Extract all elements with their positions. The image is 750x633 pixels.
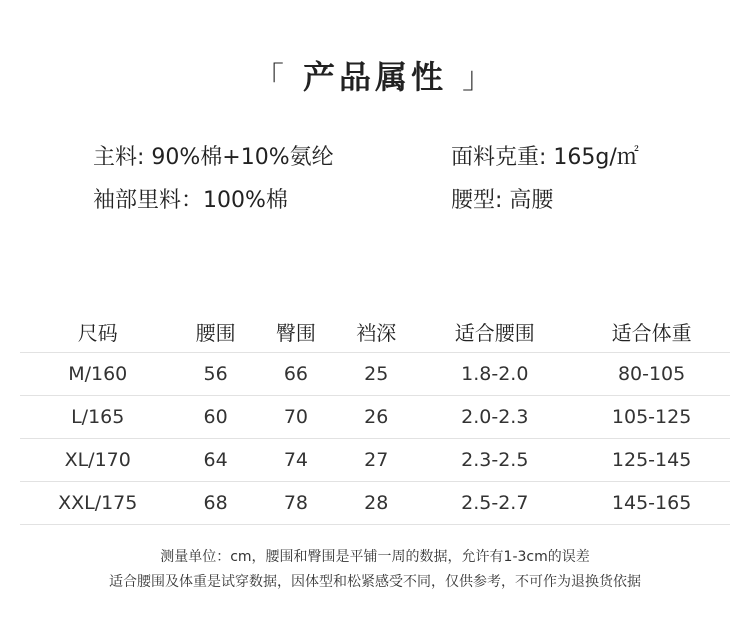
measurement-note: 测量单位：cm，腰围和臀围是平铺一周的数据，允许有1-3cm的误差 bbox=[160, 549, 590, 565]
header-waist: 腰围 bbox=[195, 320, 236, 345]
title-open-bracket: 「 bbox=[253, 61, 288, 96]
cell-fit-weight: 145-165 bbox=[573, 482, 730, 525]
header-fit-weight: 适合体重 bbox=[611, 320, 692, 345]
attr-main-fabric: 主料: 90%棉+10%氨纶 bbox=[93, 145, 334, 170]
cell-waist: 64 bbox=[175, 439, 255, 482]
attr-fabric-weight: 面料克重: 165g/㎡ bbox=[451, 145, 639, 170]
cell-rise: 27 bbox=[336, 439, 416, 482]
cell-waist: 60 bbox=[175, 396, 255, 439]
cell-fit-weight: 80-105 bbox=[573, 353, 730, 396]
cell-waist: 68 bbox=[175, 482, 255, 525]
header-hip: 臀围 bbox=[275, 320, 316, 345]
cell-fit-weight: 125-145 bbox=[573, 439, 730, 482]
title-close-bracket: 」 bbox=[462, 61, 497, 96]
title-text: 产品属性 bbox=[302, 58, 447, 96]
header-size: 尺码 bbox=[77, 320, 118, 345]
cell-hip: 78 bbox=[256, 482, 336, 525]
cell-rise: 28 bbox=[336, 482, 416, 525]
page-title bbox=[0, 52, 750, 98]
header-rise: 裆深 bbox=[356, 320, 397, 345]
cell-waist: 56 bbox=[175, 353, 255, 396]
table-row bbox=[20, 353, 730, 396]
table-row bbox=[20, 439, 730, 482]
cell-fit-waist: 1.8-2.0 bbox=[416, 353, 573, 396]
cell-rise: 26 bbox=[336, 396, 416, 439]
attr-sleeve-lining: 袖部里料：100%棉 bbox=[93, 188, 288, 213]
cell-hip: 70 bbox=[256, 396, 336, 439]
size-table bbox=[20, 310, 730, 525]
cell-rise: 25 bbox=[336, 353, 416, 396]
cell-fit-waist: 2.3-2.5 bbox=[416, 439, 573, 482]
cell-fit-waist: 2.0-2.3 bbox=[416, 396, 573, 439]
cell-fit-waist: 2.5-2.7 bbox=[416, 482, 573, 525]
size-table-header bbox=[20, 310, 730, 353]
attr-waist-type: 腰型: 高腰 bbox=[451, 188, 554, 213]
cell-hip: 66 bbox=[256, 353, 336, 396]
table-row bbox=[20, 482, 730, 525]
table-row bbox=[20, 396, 730, 439]
cell-size: XXL/175 bbox=[20, 482, 175, 525]
cell-size: M/160 bbox=[20, 353, 175, 396]
cell-hip: 74 bbox=[256, 439, 336, 482]
cell-size: XL/170 bbox=[20, 439, 175, 482]
header-fit-waist: 适合腰围 bbox=[454, 320, 535, 345]
cell-fit-weight: 105-125 bbox=[573, 396, 730, 439]
fit-disclaimer-note: 适合腰围及体重是试穿数据，因体型和松紧感受不同，仅供参考，不可作为退换货依据 bbox=[109, 574, 641, 590]
cell-size: L/165 bbox=[20, 396, 175, 439]
